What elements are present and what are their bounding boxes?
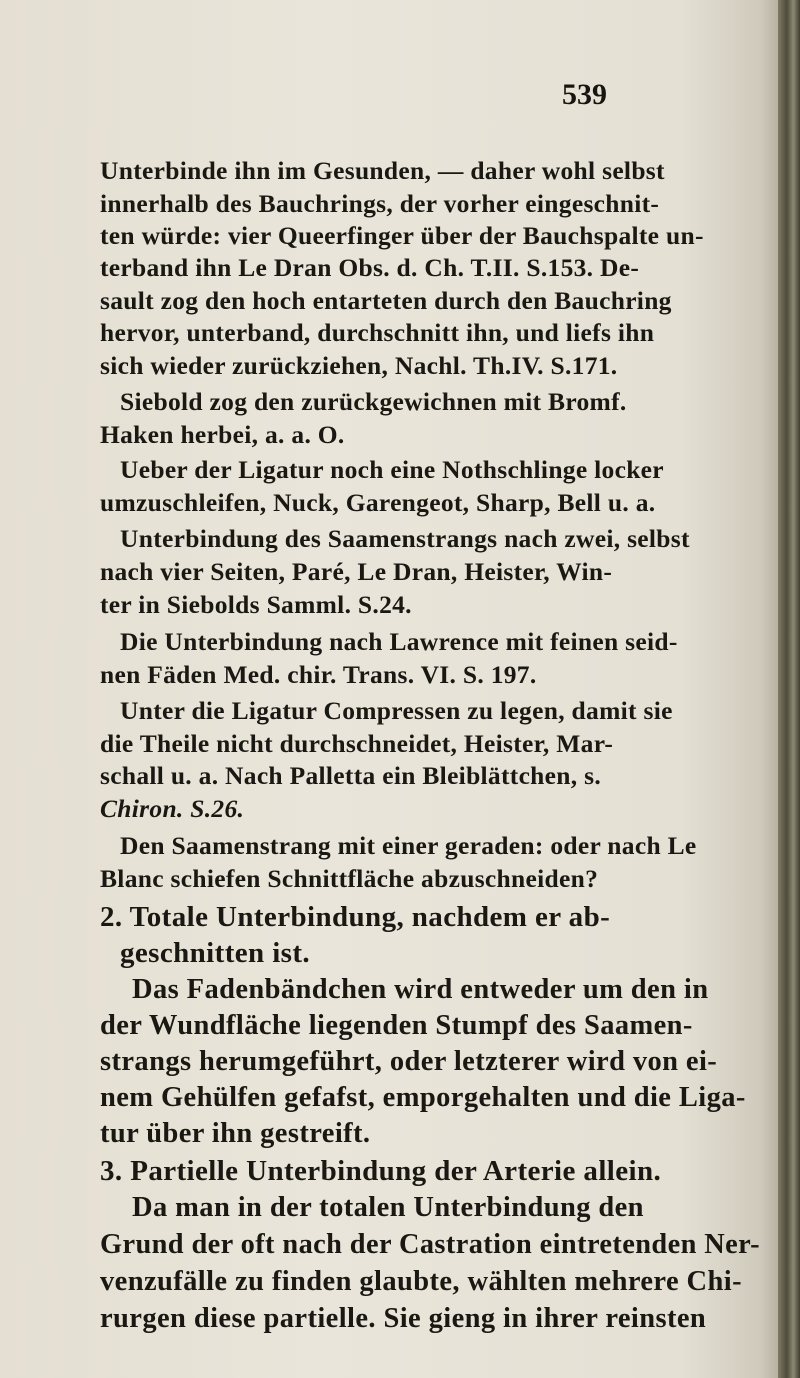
text-line: hervor, unterband, durchschnitt ihn, und liefs ihn <box>100 318 655 347</box>
text-line: nem Gehülfen gefafst, emporgehalten und die Liga- <box>100 1082 746 1113</box>
text-line: Den Saamenstrang mit einer geraden: oder nach Le <box>120 831 697 860</box>
text-line: sich wieder zurückziehen, Nachl. Th.IV. S.171. <box>100 351 618 380</box>
text-line: strangs herumgeführt, oder letzterer wird von ei- <box>100 1046 718 1077</box>
section-heading: 2. Totale Unterbindung, nachdem er ab- <box>100 901 611 933</box>
page-number: 539 <box>562 78 607 111</box>
text-line: nen Fäden Med. chir. Trans. VI. S. 197. <box>100 660 537 689</box>
text-line: schall u. a. Nach Palletta ein Bleiblättchen, s. <box>100 761 602 790</box>
text-line: venzufälle zu finden glaubte, wählten mehrere Chi- <box>100 1266 742 1297</box>
section-heading: 3. Partielle Unterbindung der Arterie allein. <box>100 1155 662 1187</box>
text-line: nach vier Seiten, Paré, Le Dran, Heister, Win- <box>100 557 613 586</box>
text-line: Chiron. S.26. <box>100 794 245 823</box>
section-heading: geschnitten ist. <box>120 937 311 969</box>
text-line: Die Unterbindung nach Lawrence mit feinen seid- <box>120 627 678 656</box>
page-edge-binding <box>778 0 800 1378</box>
text-line: ten würde: vier Queerfinger über der Bauchspalte un- <box>100 221 704 250</box>
text-line: die Theile nicht durchschneidet, Heister, Mar- <box>100 729 614 758</box>
text-line: Haken herbei, a. a. O. <box>100 420 345 449</box>
text-line: ter in Siebolds Samml. S.24. <box>100 590 412 619</box>
text-line: Grund der oft nach der Castration eintretenden Ner- <box>100 1229 760 1260</box>
text-line: Unterbindung des Saamenstrangs nach zwei, selbst <box>120 524 690 553</box>
text-line: Ueber der Ligatur noch eine Nothschlinge locker <box>120 455 664 484</box>
text-line: rurgen diese partielle. Sie gieng in ihrer reinsten <box>100 1303 707 1334</box>
text-line: Da man in der totalen Unterbindung den <box>132 1192 644 1223</box>
text-line: tur über ihn gestreift. <box>100 1118 371 1149</box>
text-line: terband ihn Le Dran Obs. d. Ch. T.II. S.153. De- <box>100 253 640 282</box>
text-line: Blanc schiefen Schnittfläche abzuschneiden? <box>100 864 599 893</box>
text-line: der Wundfläche liegenden Stumpf des Saamen- <box>100 1010 693 1041</box>
text-line: sault zog den hoch entarteten durch den Bauchring <box>100 286 672 315</box>
text-line: Unter die Ligatur Compressen zu legen, damit sie <box>120 696 673 725</box>
text-line: Siebold zog den zurückgewichnen mit Bromf. <box>120 387 627 416</box>
text-line: Das Fadenbändchen wird entweder um den in <box>132 974 709 1005</box>
text-line: umzuschleifen, Nuck, Garengeot, Sharp, Bell u. a. <box>100 488 656 517</box>
text-line: Unterbinde ihn im Gesunden, — daher wohl selbst <box>100 156 665 185</box>
text-line: innerhalb des Bauchrings, der vorher eingeschnit- <box>100 189 660 218</box>
